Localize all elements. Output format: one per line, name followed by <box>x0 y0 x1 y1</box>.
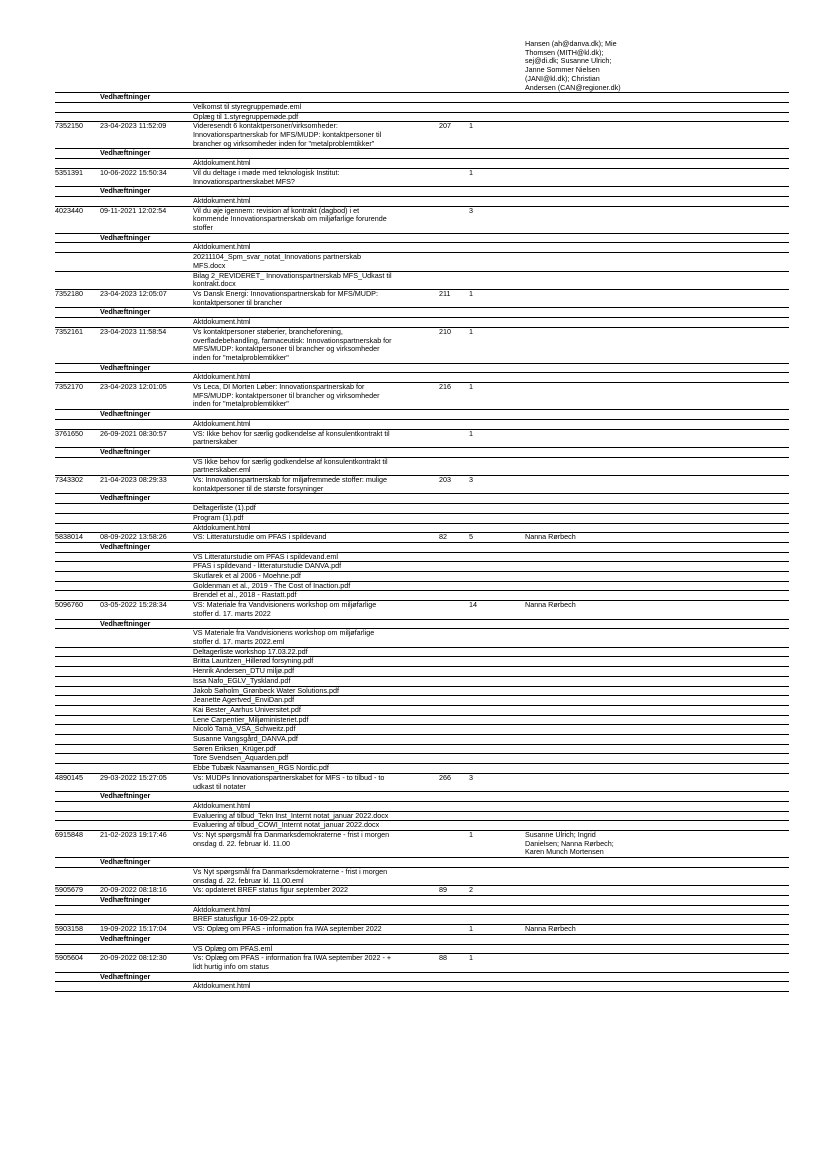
attachment-row <box>55 802 789 812</box>
attachment-row <box>55 562 789 572</box>
attachment-row <box>55 272 789 290</box>
record-doc-count: 1 <box>469 289 473 298</box>
record-row <box>55 476 789 494</box>
attachments-label: Vedhæftninger <box>100 619 151 628</box>
attachment-name: Kai Bester_Aarhus Universitet.pdf <box>193 705 301 714</box>
attachment-indent <box>55 514 193 523</box>
record-title: Vs: opdateret BREF status figur september 2022 <box>193 886 349 895</box>
attachment-indent <box>55 745 193 754</box>
record-doc-count: 1 <box>469 954 473 963</box>
attachment-name: Aktdokument.html <box>193 373 251 382</box>
record-pages: 82 <box>439 533 447 542</box>
record-pages <box>439 430 469 447</box>
attachment-name: Aktdokument.html <box>193 196 251 205</box>
attachment-indent <box>55 754 193 763</box>
record-row <box>55 290 789 308</box>
attachment-row <box>55 458 789 476</box>
attachments-header-row <box>55 973 789 983</box>
record-recipients <box>525 476 787 493</box>
record-title: Vs: Innovationspartnerskab for miljøfremmede stoffer: mulige kontaktpersoner til de største forsyninger <box>193 476 388 493</box>
record-doc-count: 14 <box>469 601 477 610</box>
attachment-row <box>55 706 789 716</box>
record-pages <box>439 601 469 618</box>
attachment-indent <box>55 243 193 252</box>
attachment-indent <box>55 687 193 696</box>
attachment-name: Jeanette Agertved_EnviDan.pdf <box>193 696 295 705</box>
attachment-indent <box>55 868 193 885</box>
attachment-name: Issa Nafo_EGLV_Tyskland.pdf <box>193 676 291 685</box>
attachments-header-row <box>55 410 789 420</box>
record-recipients: Susanne Ulrich; Ingrid Danielsen; Nanna Rørbech; Karen Munch Mortensen <box>525 831 614 857</box>
attachment-row <box>55 373 789 383</box>
attachments-header-row <box>55 896 789 906</box>
record-title: Vil du deltage i møde med teknologisk Institut: Innovationspartnerskabet MFS? <box>193 168 340 186</box>
attachments-header-row <box>55 149 789 159</box>
record-pages <box>439 169 469 186</box>
attachment-name: Brendel et al., 2018 - Rastatt.pdf <box>193 591 297 600</box>
record-id: 5838014 <box>55 533 83 542</box>
attachment-indent <box>55 420 193 429</box>
attachment-row <box>55 591 789 601</box>
attachment-name: Deltagerliste (1).pdf <box>193 504 256 513</box>
record-doc-count: 3 <box>469 773 473 782</box>
attachments-label: Vedhæftninger <box>100 363 151 372</box>
record-row <box>55 383 789 410</box>
record-pages: 203 <box>439 476 451 485</box>
record-date: 10-06-2022 15:50:34 <box>100 168 167 177</box>
attachment-name: Henrik Andersen_DTU miljø.pdf <box>193 667 295 676</box>
attachments-header-row <box>55 92 789 103</box>
attachment-name: Ebbe Tubæk Naamansen_RGS Nordic.pdf <box>193 764 329 773</box>
attachment-row <box>55 735 789 745</box>
record-date: 23-04-2023 11:58:54 <box>100 327 167 336</box>
attachment-indent <box>55 524 193 533</box>
attachment-name: Aktdokument.html <box>193 243 251 252</box>
record-row <box>55 430 789 448</box>
attachments-label: Vedhæftninger <box>100 934 151 943</box>
attachments-header-row <box>55 234 789 244</box>
attachment-name: VS Materiale fra Vandvisionens workshop om miljøfarlige stoffer d. 17. marts 2022.eml <box>193 629 375 646</box>
attachment-indent <box>55 582 193 591</box>
attachment-row <box>55 318 789 328</box>
record-doc-count: 1 <box>469 429 473 438</box>
record-recipients <box>525 122 787 148</box>
attachments-label: Vedhæftninger <box>100 858 151 867</box>
record-title: Vs kontaktpersoner støberier, brancheforening, overfladebehandling, farmaceutisk: Innovationspartnerskab for MFS/MUDP: kontaktpersoner til brancher og virksomheder inden for "metalproblemtikker" <box>193 327 392 362</box>
attachment-indent <box>55 696 193 705</box>
record-doc-count: 1 <box>469 327 473 336</box>
attachment-indent <box>55 591 193 600</box>
attachment-name: Program (1).pdf <box>193 513 244 522</box>
record-row <box>55 601 789 619</box>
attachment-indent <box>55 103 193 112</box>
attachment-row <box>55 906 789 916</box>
attachment-indent <box>55 802 193 811</box>
attachment-name: Skutlarek et al 2006 - Moehne.pdf <box>193 572 301 581</box>
record-doc-count: 3 <box>469 206 473 215</box>
record-pages <box>439 207 469 233</box>
record-row <box>55 169 789 187</box>
attachment-indent <box>55 572 193 581</box>
attachment-indent <box>55 706 193 715</box>
attachment-name: Jakob Søholm_Grønbeck Water Solutions.pdf <box>193 686 339 695</box>
attachment-row <box>55 716 789 726</box>
record-title: Videresendt 6 kontaktpersoner/virksomheder: Innovationspartnerskab for MFS/MUDP: kontaktpersoner til brancher og virksomheder inden for "metalproblemtikker" <box>193 122 382 148</box>
record-pages: 266 <box>439 773 451 782</box>
attachment-row <box>55 725 789 735</box>
attachments-header-row <box>55 364 789 374</box>
record-date: 23-04-2023 12:05:07 <box>100 289 167 298</box>
attachment-name: Oplæg til 1.styregruppemøde.pdf <box>193 112 299 121</box>
record-row <box>55 831 789 858</box>
record-title: VS: Oplæg om PFAS - information fra IWA september 2022 <box>193 925 382 934</box>
attachment-indent <box>55 197 193 206</box>
attachments-label: Vedhæftninger <box>100 972 151 981</box>
record-date: 08-09-2022 13:58:26 <box>100 533 167 542</box>
record-title: Vs Leca, DI Morten Løber: Innovationspartnerskab for MFS/MUDP: kontaktpersoner til brancher og virksomheder inden for "metalproblemtikker" <box>193 383 380 409</box>
attachment-row <box>55 677 789 687</box>
attachment-indent <box>55 764 193 773</box>
record-pages: 210 <box>439 327 451 336</box>
attachment-row <box>55 629 789 647</box>
attachments-label: Vedhæftninger <box>100 308 151 317</box>
record-date: 19-09-2022 15:17:04 <box>100 925 167 934</box>
record-title: Vil du øje igennem: revision af kontrakt (dagbod) i et kommende Innovationspartnerskab om miljøfarlige forurende stoffer <box>193 206 387 233</box>
record-date: 23-04-2023 12:01:05 <box>100 383 167 392</box>
attachment-row <box>55 504 789 514</box>
record-id: 3761650 <box>55 429 83 438</box>
record-pages <box>439 831 469 857</box>
record-id: 4023440 <box>55 206 83 215</box>
record-doc-count: 1 <box>469 122 473 131</box>
record-date: 20-09-2022 08:18:16 <box>100 886 167 895</box>
attachment-indent <box>55 821 193 830</box>
attachment-row <box>55 812 789 822</box>
attachment-row <box>55 687 789 697</box>
record-recipients <box>525 328 787 363</box>
record-doc-count: 1 <box>469 831 473 840</box>
attachment-name: Nicolò Tamà_VSA_Schweitz.pdf <box>193 725 296 734</box>
top-recipients-cell: Hansen (ah@danva.dk); Mie Thomsen (MITH@kl.dk); sej@di.dk; Susanne Ulrich; Janne Sommer Nielsen (JANI@kl.dk); Christian Andersen (CAN@regioner.dk) <box>525 39 621 92</box>
attachment-indent <box>55 945 193 954</box>
record-title: Vs: Nyt spørgsmål fra Danmarksdemokraterne - frist i morgen onsdag d. 22. februar kl. 11.00 <box>193 831 390 848</box>
attachment-indent <box>55 272 193 289</box>
attachment-indent <box>55 667 193 676</box>
attachment-name: Søren Eriksen_Krüger.pdf <box>193 744 276 753</box>
attachment-row <box>55 524 789 534</box>
attachment-indent <box>55 159 193 168</box>
attachment-name: Aktdokument.html <box>193 159 251 168</box>
attachment-name: Tore Svendsen_Aquarden.pdf <box>193 754 289 763</box>
record-date: 03-05-2022 15:28:34 <box>100 601 167 610</box>
record-pages: 89 <box>439 886 447 895</box>
record-recipients <box>525 383 787 409</box>
attachment-row <box>55 103 789 113</box>
attachment-row <box>55 648 789 658</box>
record-doc-count: 1 <box>469 925 473 934</box>
attachment-row <box>55 582 789 592</box>
attachment-row <box>55 945 789 955</box>
record-id: 5351391 <box>55 168 83 177</box>
record-recipients <box>525 207 787 233</box>
attachment-indent <box>55 906 193 915</box>
record-pages: 207 <box>439 122 451 131</box>
attachment-row <box>55 420 789 430</box>
attachment-row <box>55 764 789 774</box>
record-id: 7352180 <box>55 289 83 298</box>
record-title: VS: Materiale fra Vandvisionens workshop om miljøfarlige stoffer d. 17. marts 2022 <box>193 601 377 618</box>
attachment-name: Velkomst til styregruppemøde.eml <box>193 102 302 111</box>
attachment-indent <box>55 113 193 122</box>
attachments-header-row <box>55 858 789 868</box>
attachments-label: Vedhæftninger <box>100 149 151 158</box>
attachment-name: PFAS i spildevand - litteraturstudie DANVA.pdf <box>193 562 342 571</box>
attachments-label: Vedhæftninger <box>100 447 151 456</box>
attachment-name: VS Ikke behov for særlig godkendelse af konsulentkontrakt til partnerskaber.eml <box>193 457 388 475</box>
attachments-header-row <box>55 448 789 458</box>
record-recipients <box>525 290 787 307</box>
attachment-row <box>55 667 789 677</box>
record-recipients <box>525 430 787 447</box>
attachments-label: Vedhæftninger <box>100 542 151 551</box>
record-id: 7343302 <box>55 476 83 485</box>
record-title: Vs Dansk Energi: Innovationspartnerskab for MFS/MUDP: kontaktpersoner til brancher <box>193 289 378 307</box>
attachment-row <box>55 159 789 169</box>
attachments-label: Vedhæftninger <box>100 895 151 904</box>
attachment-name: Bilag 2_REVIDERET_ Innovationspartnerskab MFS_Udkast til kontrakt.docx <box>193 271 392 289</box>
record-pages <box>439 925 469 934</box>
attachment-indent <box>55 458 193 475</box>
attachment-indent <box>55 677 193 686</box>
record-date: 23-04-2023 11:52:09 <box>100 122 167 131</box>
attachment-row <box>55 982 789 992</box>
attachment-row <box>55 572 789 582</box>
record-pages: 88 <box>439 954 447 963</box>
attachment-row <box>55 197 789 207</box>
attachment-name: BREF statusfigur 16-09-22.pptx <box>193 915 294 924</box>
attachment-indent <box>55 657 193 666</box>
record-date: 21-04-2023 08:29:33 <box>100 476 167 485</box>
attachment-name: Aktdokument.html <box>193 982 251 991</box>
record-date: 20-09-2022 08:12:30 <box>100 954 167 963</box>
attachment-name: Deltagerliste workshop 17.03.22.pdf <box>193 647 308 656</box>
attachments-header-row <box>55 308 789 318</box>
record-recipients: Nanna Rørbech <box>525 925 576 934</box>
record-date: 21-02-2023 19:17:46 <box>100 831 167 840</box>
attachment-indent <box>55 318 193 327</box>
attachment-row <box>55 915 789 925</box>
attachment-indent <box>55 716 193 725</box>
attachment-name: Aktdokument.html <box>193 318 251 327</box>
attachment-row <box>55 868 789 886</box>
attachment-indent <box>55 504 193 513</box>
attachment-name: VS Litteraturstudie om PFAS i spildevand.eml <box>193 552 339 561</box>
record-id: 5903158 <box>55 925 83 934</box>
attachment-row <box>55 696 789 706</box>
attachment-name: Aktdokument.html <box>193 801 251 810</box>
record-title: VS: Ikke behov for særlig godkendelse af konsulentkontrakt til partnerskaber <box>193 429 390 447</box>
record-recipients: Nanna Rørbech <box>525 601 576 610</box>
attachments-header-row <box>55 187 789 197</box>
record-row <box>55 122 789 149</box>
attachments-header-row <box>55 792 789 802</box>
attachments-header-row <box>55 494 789 504</box>
attachment-row <box>55 113 789 123</box>
record-pages: 216 <box>439 383 451 392</box>
record-date: 29-03-2022 15:27:05 <box>100 773 167 782</box>
record-row <box>55 886 789 896</box>
attachments-label: Vedhæftninger <box>100 187 151 196</box>
attachments-header-row <box>55 935 789 945</box>
attachment-row <box>55 253 789 271</box>
attachment-name: Evaluering af tilbud_COWI_Internt notat_januar 2022.docx <box>193 821 380 830</box>
attachment-name: Britta Lauritzen_Hillerød forsyning.pdf <box>193 657 314 666</box>
attachment-indent <box>55 982 193 991</box>
attachment-name: VS Oplæg om PFAS.eml <box>193 944 273 953</box>
record-doc-count: 1 <box>469 168 473 177</box>
record-recipients <box>525 774 787 791</box>
attachment-row <box>55 514 789 524</box>
attachments-label: Vedhæftninger <box>100 410 151 419</box>
attachments-header-row <box>55 620 789 630</box>
record-doc-count: 5 <box>469 533 473 542</box>
record-recipients <box>525 886 787 895</box>
attachment-name: Aktdokument.html <box>193 419 251 428</box>
record-id: 5096760 <box>55 601 83 610</box>
record-row <box>55 925 789 935</box>
attachments-label: Vedhæftninger <box>100 494 151 503</box>
attachment-indent <box>55 915 193 924</box>
attachment-name: Aktdokument.html <box>193 523 251 532</box>
attachment-row <box>55 243 789 253</box>
record-recipients: Nanna Rørbech <box>525 533 576 542</box>
record-recipients <box>525 954 787 971</box>
record-id: 6915848 <box>55 831 83 840</box>
records-table <box>55 92 789 992</box>
attachment-row <box>55 553 789 563</box>
record-id: 4890145 <box>55 773 83 782</box>
record-doc-count: 1 <box>469 383 473 392</box>
attachment-indent <box>55 812 193 821</box>
attachment-indent <box>55 562 193 571</box>
record-title: Vs: MUDPs Innovationspartnerskabet for MFS - to tilbud - to udkast til notater <box>193 773 385 791</box>
attachment-name: Lene Carpentier_Miljøministeriet.pdf <box>193 715 309 724</box>
attachment-name: Goldenman et al., 2019 - The Cost of Inaction.pdf <box>193 581 351 590</box>
record-id: 5905604 <box>55 954 83 963</box>
attachment-row <box>55 754 789 764</box>
record-row <box>55 328 789 364</box>
record-row <box>55 533 789 543</box>
record-id: 7352161 <box>55 327 83 336</box>
attachment-row <box>55 821 789 831</box>
record-doc-count: 2 <box>469 886 473 895</box>
attachments-label: Vedhæftninger <box>100 93 151 102</box>
attachment-indent <box>55 253 193 270</box>
attachments-label: Vedhæftninger <box>100 233 151 242</box>
record-title: Vs: Oplæg om PFAS - information fra IWA september 2022 - + lidt hurtig info om status <box>193 954 392 971</box>
record-date: 26-09-2021 08:30:57 <box>100 429 167 438</box>
attachment-name: Vs Nyt spørgsmål fra Danmarksdemokraterne - frist i morgen onsdag d. 22. februar kl. 11.00.eml <box>193 867 388 885</box>
attachment-indent <box>55 373 193 382</box>
attachment-indent <box>55 648 193 657</box>
attachment-name: Aktdokument.html <box>193 905 251 914</box>
record-doc-count: 3 <box>469 476 473 485</box>
record-pages: 211 <box>439 289 451 298</box>
record-id: 7352150 <box>55 122 83 131</box>
attachment-name: Evaluering af tilbud_Tekn Inst_Internt notat_januar 2022.docx <box>193 811 389 820</box>
record-recipients <box>525 169 787 186</box>
attachment-indent <box>55 725 193 734</box>
attachment-indent <box>55 629 193 646</box>
attachment-indent <box>55 735 193 744</box>
attachments-header-row <box>55 543 789 553</box>
record-row <box>55 954 789 972</box>
attachment-row <box>55 745 789 755</box>
attachment-name: 20211104_Spm_svar_notat_Innovations partnerskab MFS.docx <box>193 253 361 270</box>
attachment-name: Susanne Vangsgård_DANVA.pdf <box>193 735 298 744</box>
record-title: VS: Litteraturstudie om PFAS i spildevand <box>193 533 327 542</box>
attachment-row <box>55 657 789 667</box>
record-row <box>55 207 789 234</box>
attachment-indent <box>55 553 193 562</box>
record-date: 09-11-2021 12:02:54 <box>100 206 167 215</box>
document-page <box>55 40 789 992</box>
record-id: 5905679 <box>55 886 83 895</box>
record-row <box>55 774 789 792</box>
record-id: 7352170 <box>55 383 83 392</box>
attachments-label: Vedhæftninger <box>100 792 151 801</box>
